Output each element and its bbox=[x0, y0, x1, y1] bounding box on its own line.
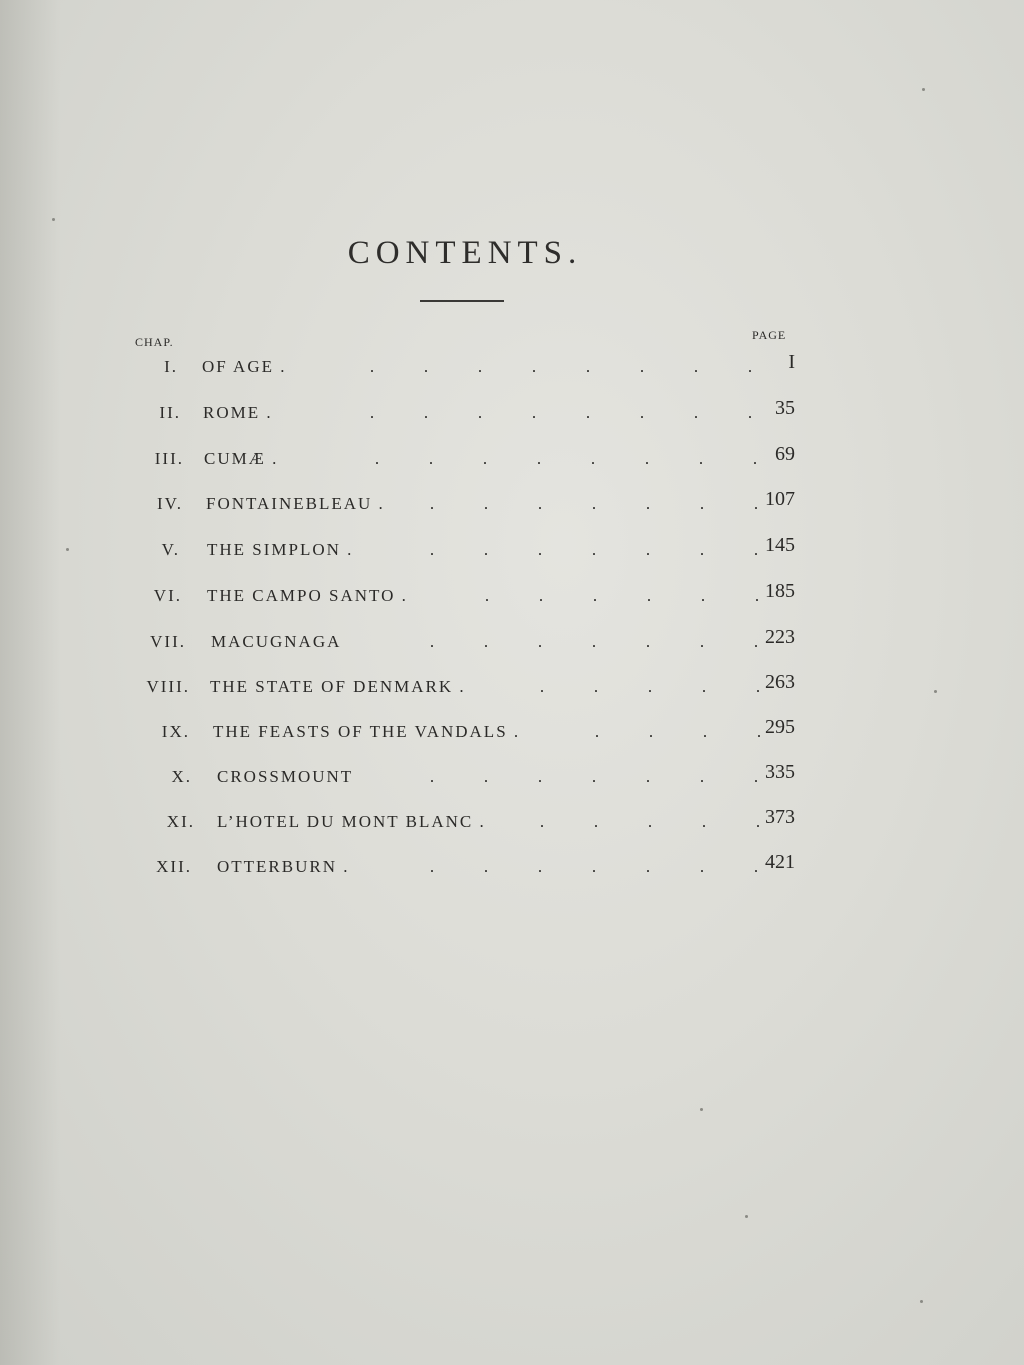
page-number: I bbox=[788, 351, 795, 373]
paper-speck bbox=[920, 1300, 923, 1303]
chapter-title: THE CAMPO SANTO . bbox=[207, 586, 408, 605]
page-number: 263 bbox=[765, 671, 795, 693]
dot-leader: . . . . . bbox=[539, 812, 761, 831]
paper-speck bbox=[922, 88, 925, 91]
page-number: 145 bbox=[765, 534, 795, 556]
toc-row bbox=[0, 761, 1024, 797]
paper-speck bbox=[700, 1108, 703, 1111]
dot-leader: . . . . . . . bbox=[429, 494, 759, 513]
toc-row bbox=[0, 443, 1024, 479]
chapter-title: OF AGE . bbox=[202, 357, 287, 376]
toc-row bbox=[0, 716, 1024, 752]
dot-leader: . . . . . . . bbox=[429, 857, 759, 876]
page-number: 373 bbox=[765, 806, 795, 828]
chapter-title: THE SIMPLON . bbox=[207, 540, 354, 559]
chapter-title: THE FEASTS OF THE VANDALS . bbox=[213, 722, 521, 741]
dot-leader: . . . . . . . . bbox=[369, 403, 753, 422]
paper-speck bbox=[745, 1215, 748, 1218]
paper-speck bbox=[52, 218, 55, 221]
chapter-title: CUMÆ . bbox=[204, 449, 279, 468]
page-number: 107 bbox=[765, 488, 795, 510]
page-number: 335 bbox=[765, 761, 795, 783]
toc-row bbox=[0, 580, 1024, 616]
dot-leader: . . . . . . . . bbox=[369, 357, 753, 376]
chapter-number: II. bbox=[159, 403, 181, 422]
chapter-number: VII. bbox=[150, 632, 186, 651]
chapter-number: XII. bbox=[156, 857, 192, 876]
page-number: 421 bbox=[765, 851, 795, 873]
chapter-number: I. bbox=[164, 357, 178, 376]
toc-row bbox=[0, 351, 1024, 387]
chapter-title: MACUGNAGA bbox=[211, 632, 342, 651]
chapter-title: L’HOTEL DU MONT BLANC . bbox=[217, 812, 486, 831]
chapter-number: III. bbox=[154, 449, 184, 468]
dot-leader: . . . . . . . bbox=[429, 767, 759, 786]
toc-row bbox=[0, 534, 1024, 570]
page-number: 35 bbox=[775, 397, 795, 419]
chapter-title: CROSSMOUNT bbox=[217, 767, 354, 786]
chapter-number: X. bbox=[171, 767, 192, 786]
dot-leader: . . . . bbox=[594, 722, 762, 741]
chapter-number: IV. bbox=[157, 494, 183, 513]
chap-column-label: CHAP. bbox=[135, 335, 174, 349]
toc-row bbox=[0, 626, 1024, 662]
chapter-number: VI. bbox=[153, 586, 182, 605]
chapter-title: THE STATE OF DENMARK . bbox=[210, 677, 466, 696]
chapter-number: IX. bbox=[161, 722, 190, 741]
title-rule bbox=[420, 300, 504, 302]
chapter-number: V. bbox=[161, 540, 180, 559]
toc-row bbox=[0, 806, 1024, 842]
toc-row bbox=[0, 397, 1024, 433]
page-number: 223 bbox=[765, 626, 795, 648]
dot-leader: . . . . . . . . bbox=[374, 449, 758, 468]
chapter-title: OTTERBURN . bbox=[217, 857, 350, 876]
toc-row bbox=[0, 671, 1024, 707]
chapter-number: XI. bbox=[166, 812, 195, 831]
page-title: CONTENTS. bbox=[347, 235, 583, 271]
dot-leader: . . . . . bbox=[539, 677, 761, 696]
chapter-number: VIII. bbox=[146, 677, 190, 696]
page-column-label: PAGE bbox=[752, 328, 787, 342]
dot-leader: . . . . . . bbox=[484, 586, 760, 605]
dot-leader: . . . . . . . bbox=[429, 540, 759, 559]
page-number: 185 bbox=[765, 580, 795, 602]
page-number: 295 bbox=[765, 716, 795, 738]
chapter-title: ROME . bbox=[203, 403, 273, 422]
dot-leader: . . . . . . . bbox=[429, 632, 759, 651]
toc-row bbox=[0, 488, 1024, 524]
page-number: 69 bbox=[775, 443, 795, 465]
toc-row bbox=[0, 851, 1024, 887]
chapter-title: FONTAINEBLEAU . bbox=[206, 494, 385, 513]
